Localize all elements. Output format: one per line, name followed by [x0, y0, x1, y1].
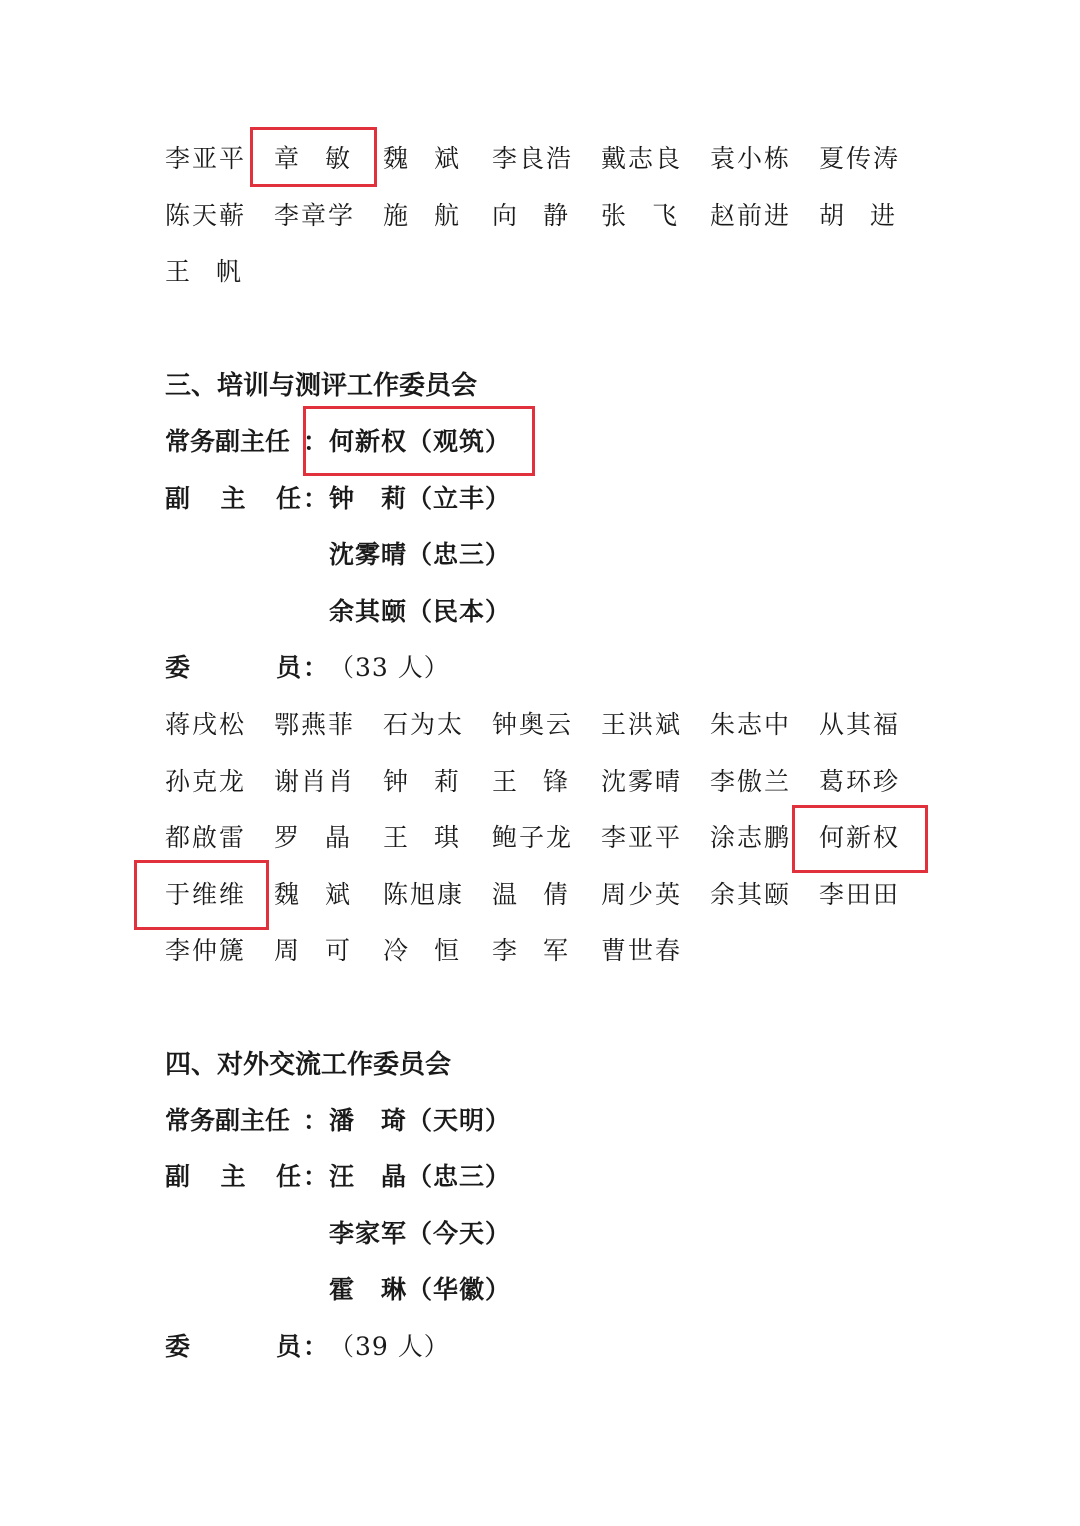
- member-name: 钟奥云: [492, 710, 574, 739]
- member-name: 赵前进: [710, 200, 792, 230]
- member-name: 周少英: [601, 879, 683, 909]
- member-name: 王 锋: [492, 766, 570, 796]
- member-name: 章 敏: [274, 144, 352, 173]
- member-name: 胡 进: [819, 200, 897, 230]
- member-name: 蒋戌松: [165, 710, 247, 739]
- executive-vice-director-entry: [329, 1093, 511, 1149]
- member-name: 谢肖肖: [274, 766, 356, 796]
- member-name: 于维维: [165, 879, 247, 909]
- member-name: 鄂燕菲: [274, 710, 356, 739]
- vice-director-org: （忠三）: [407, 1162, 512, 1191]
- members-count: （33 人）: [329, 653, 450, 682]
- member-name: 李亚平: [601, 823, 683, 853]
- label-colon: ：: [303, 1106, 329, 1135]
- vice-director-name: 钟 莉: [329, 484, 407, 513]
- member-name: 王洪斌: [601, 710, 683, 739]
- member-name: 陈天蕲: [165, 200, 247, 230]
- highlight-box: [303, 406, 535, 476]
- highlight-box: [134, 860, 269, 930]
- member-name: 魏 斌: [274, 879, 352, 909]
- member-name: 李亚平: [165, 144, 247, 173]
- vice-director-org: （立丰）: [407, 484, 512, 513]
- vice-director-entry: 沈雾晴（忠三）: [329, 540, 512, 569]
- member-name: 李田田: [819, 879, 901, 909]
- member-name: 余其颐: [710, 879, 792, 909]
- member-name: 何新权: [819, 823, 901, 853]
- highlight-box: [792, 805, 928, 873]
- member-name: 石为太: [383, 710, 465, 739]
- vice-director-label: 副 主 任: [165, 1162, 301, 1191]
- member-name: 周 可: [274, 936, 352, 966]
- highlight-box: [250, 127, 377, 187]
- members-count: （39 人）: [329, 1332, 450, 1361]
- member-name: 曹世春: [601, 936, 683, 966]
- label-colon: ：: [303, 1162, 329, 1191]
- vice-director-entry: 李家军（今天）: [329, 1219, 512, 1248]
- member-name: 魏 斌: [383, 144, 461, 173]
- member-name: 温 倩: [492, 879, 570, 909]
- section-3-title: 三、培训与测评工作委员会: [165, 371, 478, 401]
- member-name: 孙克龙: [165, 766, 247, 796]
- member-name: 都啟雷: [165, 823, 247, 853]
- member-name: 张 飞: [601, 200, 679, 230]
- vice-director-entry: [329, 471, 511, 527]
- vice-director-entry: [329, 1262, 511, 1318]
- label-colon: ：: [303, 1332, 329, 1361]
- label-colon: ：: [303, 484, 329, 513]
- label-colon: ：: [303, 427, 329, 456]
- section-4-title: 四、对外交流工作委员会: [165, 1050, 452, 1080]
- member-name: 冷 恒: [383, 936, 461, 966]
- executive-vice-director-label: 常务副主任: [165, 427, 291, 456]
- member-name: 李 军: [492, 936, 570, 966]
- member-name: 施 航: [383, 200, 461, 230]
- member-name: 袁小栋: [710, 144, 792, 173]
- vice-director-name: 汪 晶: [329, 1162, 407, 1191]
- executive-vice-director-label: 常务副主任: [165, 1106, 291, 1135]
- vice-director-org: （华徽）: [407, 1275, 512, 1304]
- member-name: 王 帆: [165, 257, 243, 287]
- member-name: 从其福: [819, 710, 901, 739]
- members-label: 委 员: [165, 653, 301, 682]
- member-name: 夏传涛: [819, 144, 901, 173]
- member-name: 朱志中: [710, 710, 792, 739]
- member-name: 罗 晶: [274, 823, 352, 853]
- member-name: 李良浩: [492, 144, 574, 173]
- member-name: 沈雾晴: [601, 766, 683, 796]
- vice-director-entry: [329, 1149, 511, 1205]
- member-name: 陈旭康: [383, 879, 465, 909]
- executive-vice-director-name: 潘 琦: [329, 1106, 407, 1135]
- member-name: 李仲篪: [165, 936, 247, 966]
- label-colon: ：: [303, 653, 329, 682]
- member-name: 戴志良: [601, 144, 683, 173]
- member-name: 王 琪: [383, 823, 461, 853]
- members-label: 委 员: [165, 1332, 301, 1361]
- executive-vice-director-org: （天明）: [407, 1106, 512, 1135]
- member-name: 钟 莉: [383, 766, 461, 796]
- vice-director-label: 副 主 任: [165, 484, 301, 513]
- vice-director-name: 霍 琳: [329, 1275, 407, 1304]
- member-name: 涂志鹏: [710, 823, 792, 853]
- member-name: 向 静: [492, 200, 570, 230]
- member-name: 李傲兰: [710, 766, 792, 796]
- member-name: 李章学: [274, 200, 356, 230]
- member-name: 鲍子龙: [492, 823, 574, 853]
- executive-vice-director-name: 何新权（观筑）: [329, 427, 512, 456]
- vice-director-entry: 余其颐（民本）: [329, 597, 512, 626]
- member-name: 葛环珍: [819, 766, 901, 796]
